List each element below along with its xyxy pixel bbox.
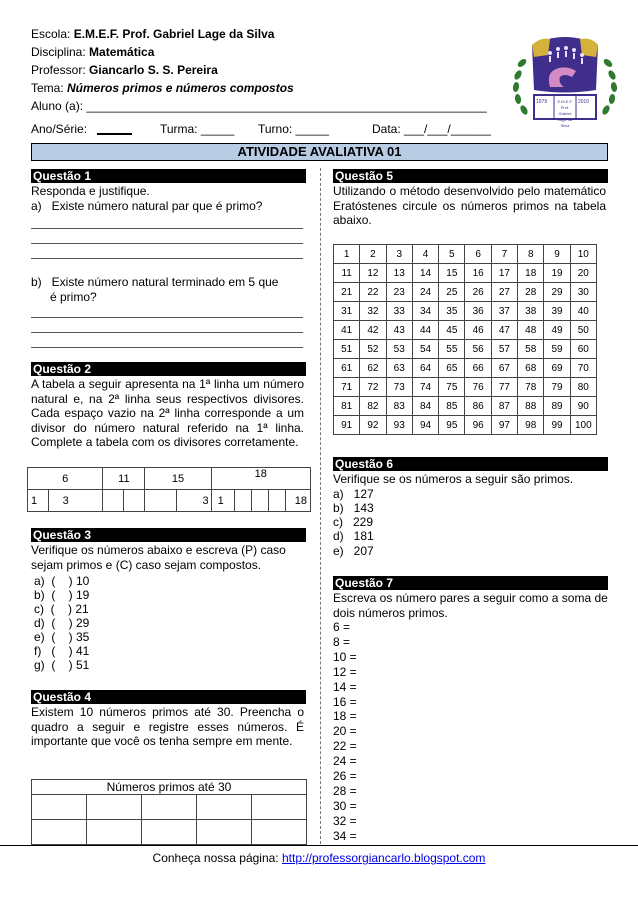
q5-grid-row [334,416,597,435]
q5-grid-cell[interactable]: 75 [439,378,465,397]
q2-number: 18 [211,468,310,490]
q5-grid-cell[interactable]: 81 [334,397,360,416]
q5-grid-cell[interactable]: 100 [570,416,596,435]
q7-title: Questão 7 [333,576,608,590]
q4-blank-cell[interactable] [141,820,196,845]
q5-grid-cell[interactable]: 13 [386,264,412,283]
q4-table-header: Números primos até 30 [32,780,307,795]
q5-grid-cell[interactable]: 21 [334,283,360,302]
q5-grid-cell[interactable]: 71 [334,378,360,397]
q1-item-b-cont: é primo? [50,290,97,304]
q5-grid-cell[interactable]: 73 [386,378,412,397]
q4-title: Questão 4 [31,690,306,704]
q7-item: 18 = [333,709,357,724]
q5-grid-cell[interactable]: 85 [439,397,465,416]
q5-grid-row [334,264,597,283]
q5-grid-cell[interactable]: 80 [570,378,596,397]
q4-blank-cell[interactable] [251,795,306,820]
q5-grid-cell[interactable]: 76 [465,378,491,397]
q7-item: 10 = [333,649,357,664]
q5-grid-cell[interactable]: 66 [465,359,491,378]
q2-divisors-table [27,467,311,512]
school-logo [510,15,620,135]
q5-grid-row [334,245,597,264]
logo-text: E.M.E.F. Prof. Gabriel Lage da Silva [557,99,573,128]
q5-grid-cell[interactable]: 14 [412,264,438,283]
q2-blank-cell[interactable] [145,490,177,512]
q1-item-b: b) Existe número natural terminado em 5 que [31,275,279,289]
q5-grid-cell[interactable]: 27 [491,283,517,302]
q5-grid-cell[interactable]: 59 [544,340,570,359]
q5-grid-cell[interactable]: 68 [518,359,544,378]
q4-blank-cell[interactable] [196,795,251,820]
q7-item: 14 = [333,679,357,694]
q5-grid-cell[interactable]: 7 [491,245,517,264]
school-line: Escola: E.M.E.F. Prof. Gabriel Lage da Silva [31,27,275,41]
q2-divisor: 18 [286,490,311,512]
q7-item: 24 = [333,754,357,769]
q5-grid-cell[interactable]: 65 [439,359,465,378]
q5-grid-cell[interactable]: 70 [570,359,596,378]
q5-text: Utilizando o método desenvolvido pelo matemático Eratóstenes circule os números primos na tabela abaixo. [333,184,606,227]
q5-grid-cell[interactable]: 94 [412,416,438,435]
q5-grid-cell[interactable]: 91 [334,416,360,435]
q7-item: 28 = [333,783,357,798]
q5-grid-cell[interactable]: 48 [518,321,544,340]
q5-grid-cell[interactable]: 38 [518,302,544,321]
q5-grid-cell[interactable]: 98 [518,416,544,435]
footer [0,851,638,865]
q1-answer-line[interactable] [31,317,303,318]
q5-grid-cell[interactable]: 61 [334,359,360,378]
q1-answer-line[interactable] [31,228,303,229]
q5-grid-cell[interactable]: 67 [491,359,517,378]
q5-grid-cell[interactable]: 1 [334,245,360,264]
grade-blank [97,133,132,135]
q6-item: a) 127 [333,487,374,501]
q5-grid-cell[interactable]: 44 [412,321,438,340]
logo-year-left: 1979 [536,99,548,105]
q5-grid-cell[interactable]: 97 [491,416,517,435]
q2-number: 11 [103,468,145,490]
q5-grid-cell[interactable]: 69 [544,359,570,378]
q3-item: f) ( ) 41 [34,644,90,658]
q1-item-a: a) Existe número natural par que é primo? [31,199,263,213]
q5-grid-cell[interactable]: 78 [518,378,544,397]
q4-blank-cell[interactable] [86,795,141,820]
q2-number: 15 [145,468,211,490]
q5-grid-cell[interactable]: 23 [386,283,412,302]
q7-item: 34 = [333,828,357,843]
q7-item: 6 = [333,620,351,634]
q5-grid-cell[interactable]: 95 [439,416,465,435]
q3-item: d) ( ) 29 [34,616,90,630]
q5-grid-cell[interactable]: 22 [360,283,386,302]
q5-grid-cell[interactable]: 25 [439,283,465,302]
q7-item: 26 = [333,769,357,784]
q5-grid-cell[interactable]: 40 [570,302,596,321]
q5-grid-cell[interactable]: 77 [491,378,517,397]
q5-grid-cell[interactable]: 10 [570,245,596,264]
q5-grid-cell[interactable]: 89 [544,397,570,416]
q1-intro: Responda e justifique. [31,184,150,198]
q5-title: Questão 5 [333,169,608,183]
q2-divisor: 1 [211,490,235,512]
q5-grid-cell[interactable]: 58 [518,340,544,359]
q5-grid-cell[interactable]: 8 [518,245,544,264]
q5-grid-cell[interactable]: 53 [386,340,412,359]
q5-grid-cell[interactable]: 33 [386,302,412,321]
q5-grid-cell[interactable]: 12 [360,264,386,283]
q7-item: 8 = [333,634,351,649]
q5-grid-cell[interactable]: 31 [334,302,360,321]
q5-grid-cell[interactable]: 6 [465,245,491,264]
column-divider [320,168,321,844]
q5-grid-cell[interactable]: 56 [465,340,491,359]
q1-answer-line[interactable] [31,258,303,259]
q4-text: Existem 10 números primos até 30. Preencha o quadro a seguir e registre esses números. É importante que você os tenha sempre em mente. [31,705,304,748]
q4-blank-cell[interactable] [32,820,87,845]
q5-grid-cell[interactable]: 4 [412,245,438,264]
q5-grid-cell[interactable]: 55 [439,340,465,359]
q5-grid-cell[interactable]: 63 [386,359,412,378]
q1-answer-line[interactable] [31,332,303,333]
q5-grid-cell[interactable]: 47 [491,321,517,340]
q5-grid-cell[interactable]: 82 [360,397,386,416]
q5-number-grid [333,244,597,435]
q2-title: Questão 2 [31,362,306,376]
q5-grid-cell[interactable]: 11 [334,264,360,283]
q5-grid-cell[interactable]: 2 [360,245,386,264]
q2-divisor: 3 [177,490,211,512]
q5-grid-cell[interactable]: 35 [439,302,465,321]
q3-item: g) ( ) 51 [34,658,90,672]
q5-grid-cell[interactable]: 42 [360,321,386,340]
q5-grid-cell[interactable]: 18 [518,264,544,283]
q2-blank-cell[interactable] [124,490,145,512]
q4-blank-cell[interactable] [32,795,87,820]
q5-grid-cell[interactable]: 32 [360,302,386,321]
logo-year-right: 2010 [578,99,590,105]
q4-primes-table [31,779,307,845]
q2-divisor: 3 [48,490,103,512]
q5-grid-cell[interactable]: 72 [360,378,386,397]
q5-grid-cell[interactable]: 37 [491,302,517,321]
q5-grid-cell[interactable]: 90 [570,397,596,416]
q5-grid-cell[interactable]: 62 [360,359,386,378]
q7-text: Escreva os número pares a seguir como a soma de dois números primos. [333,591,608,620]
q5-grid-cell[interactable]: 83 [386,397,412,416]
q5-grid-cell[interactable]: 87 [491,397,517,416]
discipline-line: Disciplina: Matemática [31,45,155,59]
theme-line: Tema: Números primos e números compostos [31,81,294,95]
q5-grid-cell[interactable]: 92 [360,416,386,435]
q5-grid-cell[interactable]: 30 [570,283,596,302]
q5-grid-cell[interactable]: 93 [386,416,412,435]
q1-answer-line[interactable] [31,243,303,244]
footer-rule [0,845,638,846]
q4-blank-cell[interactable] [196,820,251,845]
q5-grid-cell[interactable]: 29 [544,283,570,302]
q5-grid-row [334,359,597,378]
q2-blank-cell[interactable] [103,490,124,512]
q7-item: 12 = [333,664,357,679]
date-label: Data: ___/___/______ [372,122,491,136]
q6-item: b) 143 [333,501,374,515]
q5-grid-row [334,378,597,397]
q5-grid-cell[interactable]: 15 [439,264,465,283]
q5-grid-cell[interactable]: 24 [412,283,438,302]
q5-grid-cell[interactable]: 57 [491,340,517,359]
class-label: Turma: _____ [160,122,235,136]
student-line: Aluno (a): ____________________________________________________________ [31,99,487,113]
q5-grid-cell[interactable]: 41 [334,321,360,340]
q7-item: 22 = [333,739,357,754]
q6-item: d) 181 [333,529,374,543]
q3-item: b) ( ) 19 [34,588,90,602]
q7-item: 30 = [333,798,357,813]
q5-grid-cell[interactable]: 43 [386,321,412,340]
q2-divisor: 1 [28,490,49,512]
q5-grid-cell[interactable]: 3 [386,245,412,264]
q5-grid-cell[interactable]: 64 [412,359,438,378]
q2-number: 6 [28,468,103,490]
q5-grid-cell[interactable]: 19 [544,264,570,283]
q5-grid-cell[interactable]: 26 [465,283,491,302]
q2-blank-cell[interactable] [235,490,252,512]
q5-grid-cell[interactable]: 79 [544,378,570,397]
q4-blank-cell[interactable] [251,820,306,845]
q5-grid-cell[interactable]: 16 [465,264,491,283]
q5-grid-cell[interactable]: 74 [412,378,438,397]
q2-blank-cell[interactable] [269,490,286,512]
q5-grid-cell[interactable]: 54 [412,340,438,359]
q5-grid-row [334,302,597,321]
q5-grid-cell[interactable]: 5 [439,245,465,264]
q5-grid-cell[interactable]: 99 [544,416,570,435]
q4-blank-cell[interactable] [86,820,141,845]
q7-item: 16 = [333,694,357,709]
q5-grid-cell[interactable]: 20 [570,264,596,283]
q5-grid-cell[interactable]: 88 [518,397,544,416]
q5-grid-cell[interactable]: 49 [544,321,570,340]
q5-grid-cell[interactable]: 46 [465,321,491,340]
q6-text: Verifique se os números a seguir são primos. [333,472,574,486]
q1-title: Questão 1 [31,169,306,183]
q5-grid-cell[interactable]: 86 [465,397,491,416]
q5-grid-row [334,397,597,416]
q3-text: Verifique os números abaixo e escreva (P) caso sejam primos e (C) caso sejam compostos. [31,543,286,572]
q7-item: 20 = [333,724,357,739]
q2-blank-cell[interactable] [252,490,269,512]
teacher-line: Professor: Giancarlo S. S. Pereira [31,63,218,77]
q5-grid-row [334,321,597,340]
shift-label: Turno: _____ [258,122,329,136]
q5-grid-cell[interactable]: 28 [518,283,544,302]
q5-grid-cell[interactable]: 51 [334,340,360,359]
q5-grid-cell[interactable]: 34 [412,302,438,321]
q5-grid-cell[interactable]: 36 [465,302,491,321]
page-title: ATIVIDADE AVALIATIVA 01 [31,143,608,161]
q6-item: c) 229 [333,515,374,529]
q5-grid-row [334,340,597,359]
grade-label: Ano/Série: [31,122,88,136]
q5-grid-cell[interactable]: 17 [491,264,517,283]
q2-text: A tabela a seguir apresenta na 1ª linha um número natural e, na 2ª linha seus respectivos divisores. Cada espaço vazio na 2ª linha corresponde a um divisor do número natural referido na 1ª linha. Complete a tabela com os divisores corretamente. [31,377,304,449]
q5-grid-cell[interactable]: 50 [570,321,596,340]
q5-grid-row [334,283,597,302]
q5-grid-cell[interactable]: 96 [465,416,491,435]
footer-label: Conheça nossa página: [152,851,282,865]
q6-item: e) 207 [333,544,374,558]
q5-grid-cell[interactable]: 60 [570,340,596,359]
q5-grid-cell[interactable]: 84 [412,397,438,416]
q5-grid-cell[interactable]: 9 [544,245,570,264]
q5-grid-cell[interactable]: 52 [360,340,386,359]
q6-title: Questão 6 [333,457,608,471]
footer-link[interactable]: http://professorgiancarlo.blogspot.com [281,851,486,865]
q4-blank-cell[interactable] [141,795,196,820]
q3-title: Questão 3 [31,528,306,542]
q1-answer-line[interactable] [31,347,303,348]
q5-grid-cell[interactable]: 45 [439,321,465,340]
q3-item: e) ( ) 35 [34,630,90,644]
q3-item: c) ( ) 21 [34,602,89,616]
q3-item: a) ( ) 10 [34,574,90,588]
q7-item: 32 = [333,813,357,828]
q7-list [333,620,357,844]
q5-grid-cell[interactable]: 39 [544,302,570,321]
